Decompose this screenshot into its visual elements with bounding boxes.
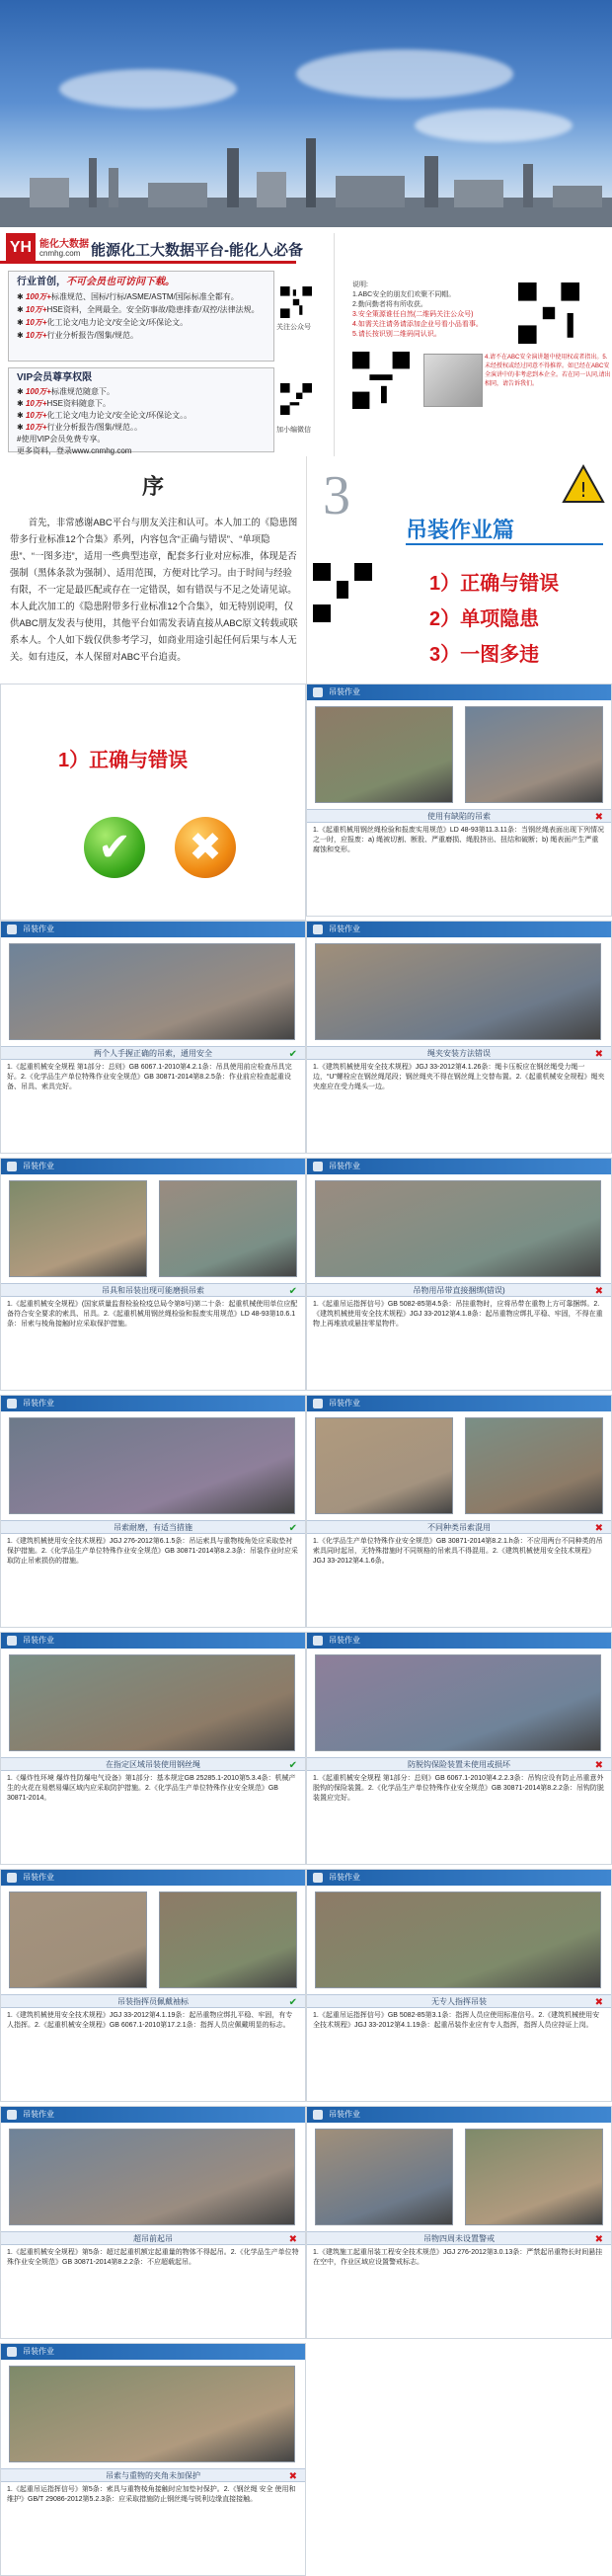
feature-text: 化工论文/电力论文/安全论文/环保论文。 — [46, 318, 189, 327]
slide-header-text: 吊装作业 — [23, 1399, 54, 1408]
site-photo — [9, 943, 295, 1040]
slide-header-text: 吊装作业 — [23, 925, 54, 933]
feature-count: 10万+ — [25, 331, 47, 340]
slide-caption — [1, 1520, 305, 1534]
hazard-slide — [0, 921, 306, 1154]
vip-text: 化工论文/电力论文/安全论文/环保论文。。 — [46, 411, 192, 420]
slide-header — [307, 2107, 611, 2123]
chapter-item[interactable]: 1）正确与错误 — [429, 573, 560, 595]
site-photo — [9, 1892, 147, 1988]
hazard-slide — [0, 2343, 306, 2576]
section-title-slide — [0, 684, 306, 921]
slide-header-text: 吊装作业 — [329, 1162, 360, 1170]
photo-area — [307, 1174, 611, 1283]
notice-text — [352, 281, 520, 340]
vip-text: 行业分析报告/图集/规范。。 — [46, 423, 142, 432]
site-photo — [315, 1417, 453, 1514]
slide-header-text: 吊装作业 — [329, 2110, 360, 2119]
slide-header — [307, 1633, 611, 1649]
caption-text: 吊索耐磨，有适当措施 — [114, 1523, 192, 1532]
slide-caption — [1, 1757, 305, 1771]
vip-line: ✱ 10万+行业分析报告/图集/规范。。 — [17, 423, 142, 432]
slide-header-text: 吊装作业 — [23, 1636, 54, 1645]
slide-header — [1, 1396, 305, 1411]
hero-banner — [0, 0, 612, 227]
vip-text: 标准规范随意下。 — [50, 387, 115, 396]
photo-area — [307, 1649, 611, 1757]
site-photo — [315, 2129, 453, 2225]
slide-caption — [1, 2468, 305, 2482]
slide-header-text: 吊装作业 — [329, 687, 360, 696]
caption-text: 防脱钩保险装置未使用或损坏 — [408, 1760, 510, 1769]
cross-mark-icon: ✖ — [594, 1760, 603, 1771]
notice-line: 2.勤问勤者将有所收获。 — [352, 301, 427, 308]
hazard-slide — [306, 1632, 612, 1865]
regulation-text: 1.《爆炸性环境 爆炸性防爆电气设备》第1部分：基本规定GB 25285.1-2010第5.3.4条：机械产生的火花在易燃易爆区域内应采取防护措施。2.《化学品生产单位特殊作业安全规范》GB 30871-2014。 — [7, 1775, 296, 1802]
vip-count: 100万+ — [25, 387, 51, 396]
preface-body: 首先，非常感谢ABC平台与朋友关注和认可。本人加工的《隐患图带多行业标准12个合集》系列，内容包含“正确与错误”、“单项隐患”、“一图多违”，适用一些典型违章，配套多行业对应标准，体现是否强制（黑体条款为强制）、适用范围，方便对比学习。由于时间与经验有限，不一定是最匹配或存在一定错误，如有错误与不足之处请见谅。本人此次加工的《隐患附带多行业标准12个合集》，如无特别说明，仅供ABC朋友发表与使用，其他平台如需发表请直接从ABC原文转载或联系本人。个人如下载仅供参考学习，如商业用途引起任何后果与本人无关。如有违反，本人保留对ABC平台追责。 — [10, 517, 298, 662]
qr-code[interactable] — [352, 352, 410, 409]
photo-area — [1, 1411, 305, 1520]
hazard-slide — [0, 1632, 306, 1865]
feature-line: ✱ 10万+行业分析报告/图集/规范。 — [17, 331, 138, 340]
hazard-slide — [306, 1869, 612, 2102]
features-heading — [17, 276, 266, 288]
feature-text: HSE资料，全网最全。安全防事故/隐患排查/双控/法律法规。 — [46, 305, 260, 314]
slide-caption — [307, 809, 611, 823]
notice-line: 4.如需关注请务请添加企业号看小品看事。 — [352, 321, 483, 328]
regulation-text: 1.《起重机械安全规程》(国家质量监督检验检疫总局令第8号)第二十条：起重机械使用单位应配备符合安全要求的索具、吊具。2.《起重机械用钢丝绳检验和报废实用规范》LD 48-93第10.6.1条：吊索与棱角接触时应采取保护措施。 — [7, 1301, 298, 1328]
wechat-label: 加小编微信 — [276, 427, 311, 434]
caption-text: 两个人手握正确的吊索，通用安全 — [94, 1049, 212, 1058]
header-badge-icon — [7, 1162, 17, 1171]
regulation-text: 1.《起重吊运指挥信号》GB 5082-85第3.1条：指挥人员应使用标准信号。2.《建筑机械使用安全技术规程》JGJ 33-2012第4.1.19条：起重吊装作业应有专人指挥，指挥人员应持证上岗。 — [313, 2012, 600, 2029]
hazard-slide — [306, 684, 612, 917]
qr-code[interactable] — [280, 286, 312, 318]
regulation-text: 1.《起重机械安全规程》第5条：超过起重机额定起重量的物体不得起吊。2.《化学品生产单位特殊作业安全规范》GB 30871-2014第8.2.2条：不应超载起吊。 — [7, 2249, 299, 2266]
site-photo — [315, 943, 601, 1040]
hazard-slide — [0, 2106, 306, 2339]
photo-area — [307, 937, 611, 1046]
slide-header-text: 吊装作业 — [329, 1399, 360, 1408]
caption-text: 吊装指挥员佩戴袖标 — [117, 1997, 189, 2006]
site-photo — [315, 706, 453, 803]
site-photo — [9, 1417, 295, 1514]
header-badge-icon — [313, 1636, 323, 1646]
slide-header — [307, 684, 611, 700]
caption-text: 绳夹安装方法错误 — [427, 1049, 491, 1058]
slide-header-text: 吊装作业 — [329, 1873, 360, 1882]
slide-header-text: 吊装作业 — [329, 925, 360, 933]
site-photo — [9, 2129, 295, 2225]
site-photo — [159, 1180, 297, 1277]
feature-count: 10万+ — [25, 305, 47, 314]
hazard-slide — [306, 2106, 612, 2339]
vip-count: 10万+ — [25, 399, 47, 408]
site-photo — [465, 706, 603, 803]
chapter-number: 3 — [323, 465, 350, 526]
slide-caption — [1, 1046, 305, 1060]
qr-code[interactable] — [280, 383, 312, 415]
header-badge-icon — [313, 2110, 323, 2120]
header-badge-icon — [313, 1399, 323, 1409]
brand-logo[interactable] — [6, 233, 89, 273]
cloud — [59, 69, 237, 109]
slide-caption — [307, 1994, 611, 2008]
vip-line: ✱ 100万+标准规范随意下。 — [17, 387, 115, 396]
logo-name: 能化大数据 — [39, 239, 89, 250]
check-mark-icon: ✔ — [84, 817, 145, 878]
vip-site-link[interactable]: 更多资料，登录www.cnmhg.com — [17, 446, 132, 455]
check-mark-icon: ✔ — [288, 1286, 297, 1297]
caption-text: 不同种类吊索混用 — [427, 1523, 491, 1532]
caption-text: 吊具和吊装出现可能磨损吊索 — [102, 1286, 204, 1295]
slide-header-text: 吊装作业 — [23, 1873, 54, 1882]
regulation-text: 1.《起重吊运指挥信号》GB 5082-85第4.5条：吊挂重物时，应将吊带在重物上方可靠捆绑。2.《建筑机械使用安全技术规程》JGJ 33-2012第4.1.8条：起吊重物应绑扎平稳、牢固，不得在重物上再堆放或悬挂零星物件。 — [313, 1301, 603, 1328]
header-badge-icon — [7, 1399, 17, 1409]
photo-area — [1, 2360, 305, 2468]
check-mark-icon: ✔ — [288, 1997, 297, 2008]
chapter-item[interactable]: 2）单项隐患 — [429, 608, 540, 630]
cloud — [415, 109, 573, 142]
vip-extra: #使用VIP会员免费专享。 — [17, 435, 106, 443]
vip-box — [8, 367, 274, 455]
photo-area — [1, 1174, 305, 1283]
vip-count: 10万+ — [25, 411, 47, 420]
regulation-text: 1.《起重机械用钢丝绳检验和报废实用规范》LD 48-93第11.3.11条：当钢丝绳表面出现下列情况之一时，应报废：a) 绳被切割、断股、严重磨损、绳股挤出、扭结和破断；b) 绳表面产生严重腐蚀和变形。 — [313, 827, 604, 853]
slide-caption — [307, 2231, 611, 2245]
slide-header — [307, 922, 611, 937]
header-badge-icon — [7, 1873, 17, 1883]
hazard-slide — [306, 1158, 612, 1391]
slide-header — [1, 2107, 305, 2123]
vip-line: ✱ 10万+化工论文/电力论文/安全论文/环保论文。。 — [17, 411, 192, 420]
feature-line: ✱ 100万+标准规范、国标/行标/ASME/ASTM/国际标准全都有。 — [17, 292, 239, 301]
site-photo — [315, 1892, 601, 1988]
notice-warning: 4.请不在ABC安全演讲题中使用权或者指出。5.未经授权或经过同意不得推荐。如已经在ABC安全演讲中的非考虑到本企全。若在同一认同,请出相同，请告诉我们。 — [485, 355, 611, 387]
feature-line: ✱ 10万+化工论文/电力论文/安全论文/环保论文。 — [17, 318, 189, 327]
divider — [0, 261, 296, 264]
slide-header — [307, 1870, 611, 1886]
cross-mark-icon: ✖ — [594, 1523, 603, 1534]
feature-line: ✱ 10万+HSE资料，全网最全。安全防事故/隐患排查/双控/法律法规。 — [17, 305, 260, 314]
slide-header — [1, 922, 305, 937]
cross-mark-icon: ✖ — [594, 2234, 603, 2245]
features-heading-b: 不可会员也可访问下载。 — [66, 277, 175, 287]
slide-caption — [307, 1046, 611, 1060]
photo-area — [1, 1886, 305, 1994]
regulation-text: 1.《起重机械安全规程 第1部分：总则》GB 6067.1-2010第4.2.1条：吊具使用前应检查吊具完好。2.《化学品生产单位特殊作业安全规范》GB 30871-2014第8.2.5条：作业前应检查起重设备、吊具、索具完好。 — [7, 1064, 292, 1090]
cross-mark-icon: ✖ — [594, 1049, 603, 1060]
caption-text: 超吊前起吊 — [133, 2234, 173, 2243]
hazard-slide — [0, 1158, 306, 1391]
header-badge-icon — [313, 687, 323, 697]
preface-slide — [0, 456, 306, 684]
feature-text: 标准规范、国标/行标/ASME/ASTM/国际标准全都有。 — [50, 292, 239, 301]
caption-text: 吊物四周未设置警戒 — [423, 2234, 495, 2243]
slide-header-text: 吊装作业 — [23, 2110, 54, 2119]
slide-caption — [1, 1994, 305, 2008]
check-mark-icon: ✔ — [288, 1760, 297, 1771]
cross-mark-icon: ✖ — [175, 817, 236, 878]
slide-header — [307, 1396, 611, 1411]
site-photo — [315, 1654, 601, 1751]
slide-header — [307, 1159, 611, 1174]
caption-text: 吊索与重物的夹角未加保护 — [106, 2471, 200, 2480]
photo-area — [1, 1649, 305, 1757]
refinery-skyline — [0, 138, 612, 227]
header-badge-icon — [7, 925, 17, 934]
feature-count: 100万+ — [25, 292, 51, 301]
cross-mark-icon: ✖ — [288, 2234, 297, 2245]
check-mark-icon: ✔ — [288, 1523, 297, 1534]
cross-mark-icon: ✖ — [594, 1286, 603, 1297]
slide-caption — [1, 2231, 305, 2245]
site-photo — [315, 1180, 601, 1277]
qr-code[interactable] — [518, 282, 579, 344]
regulation-text: 1.《建筑机械使用安全技术规程》JGJ 33-2012第4.1.26条：绳卡压板应在钢丝绳受力绳一边，“U”螺栓应在钢丝绳尾段；钢丝绳夹不得在钢丝绳上交替布置。2.《起重机械安全规程》绳夹夹座应在受力绳头一边。 — [313, 1064, 605, 1090]
caption-text: 在指定区域吊装使用钢丝绳 — [106, 1760, 200, 1769]
slide-header — [1, 1870, 305, 1886]
notice-label: 说明: — [352, 282, 368, 288]
header-badge-icon — [7, 2347, 17, 2357]
slide-header-text: 吊装作业 — [329, 1636, 360, 1645]
chapter-title: 吊装作业篇 — [406, 518, 515, 542]
cross-mark-icon: ✖ — [594, 1997, 603, 2008]
preface-title: 序 — [141, 474, 164, 500]
regulation-text: 1.《化学品生产单位特殊作业安全规范》GB 30871-2014第8.2.1.h条：不应用两台不同种类的吊索具同时起吊，无特殊措施时不同规格的吊索具不得混用。2.《建筑机械使用安全技术规程》JGJ 33-2012第4.1.6条。 — [313, 1538, 603, 1565]
hazard-slide — [306, 921, 612, 1154]
notice-panel — [334, 233, 612, 456]
slide-caption — [307, 1757, 611, 1771]
photo-area — [307, 1411, 611, 1520]
caption-text: 吊物用吊带直接捆绑(错误) — [413, 1286, 505, 1295]
section-title: 1）正确与错误 — [58, 750, 189, 771]
header-badge-icon — [7, 1636, 17, 1646]
photo-area — [307, 1886, 611, 1994]
feature-text: 行业分析报告/图集/规范。 — [46, 331, 138, 340]
follow-label: 关注公众号 — [276, 324, 311, 331]
regulation-text: 1.《建筑机械使用安全技术规程》JGJ 276-2012第6.1.5条：吊运索具与重物棱角处应采取垫衬保护措施。2.《化学品生产单位特殊作业安全规范》GB 30871-2014第8.2.3条：吊装作业时应采取防止吊索损伤的措施。 — [7, 1538, 298, 1565]
hazard-slide — [0, 1395, 306, 1628]
photo-area — [307, 700, 611, 809]
header-badge-icon — [7, 2110, 17, 2120]
notice-line: 1.ABC安全的朋友们欢聚不同帽。 — [352, 291, 456, 298]
caption-text: 使用有缺陷的吊索 — [427, 812, 491, 821]
vip-heading: VIP会员尊享权限 — [17, 372, 93, 383]
check-mark-icon: ✔ — [288, 1049, 297, 1060]
header-badge-icon — [313, 1873, 323, 1883]
site-photo — [9, 2366, 295, 2462]
photo-area — [1, 2123, 305, 2231]
vip-text: HSE资料随意下。 — [46, 399, 111, 408]
slide-caption — [307, 1283, 611, 1297]
chapter-slide — [306, 456, 612, 684]
header-badge-icon — [313, 1162, 323, 1171]
regulation-text: 1.《建筑施工起重吊装工程安全技术规范》JGJ 276-2012第3.0.13条：严禁起吊重物长时间悬挂在空中，作业区域应设置警戒标志。 — [313, 2249, 603, 2266]
warning-sign-icon — [562, 464, 605, 504]
slide-caption — [307, 1520, 611, 1534]
caption-text: 无专人指挥吊装 — [431, 1997, 487, 2006]
site-photo — [159, 1892, 297, 1988]
photo-area — [1, 937, 305, 1046]
site-photo — [465, 2129, 603, 2225]
site-photo — [9, 1180, 147, 1277]
sample-thumbnail — [423, 354, 483, 407]
site-photo — [465, 1417, 603, 1514]
slide-caption — [1, 1283, 305, 1297]
feature-count: 10万+ — [25, 318, 47, 327]
site-photo — [9, 1654, 295, 1751]
slide-header — [1, 1633, 305, 1649]
slide-header — [1, 2344, 305, 2360]
regulation-text: 1.《起重吊运指挥信号》第5条：索具与重物棱角接触时应加垫衬保护。2.《钢丝绳 安全 使用和维护》GB/T 29086-2012第5.2.3条：应采取措施防止钢丝绳与锐利边缘直接接触。 — [7, 2486, 296, 2503]
svg-text:!: ! — [578, 478, 588, 502]
hazard-slide — [306, 1395, 612, 1628]
header-badge-icon — [313, 925, 323, 934]
vip-count: 10万+ — [25, 423, 47, 432]
qr-code[interactable] — [313, 563, 372, 622]
notice-line: 5.请长按识别二维码同认识。 — [352, 331, 441, 338]
vip-line: ✱ 10万+HSE资料随意下。 — [17, 399, 111, 408]
cross-mark-icon: ✖ — [594, 812, 603, 823]
photo-area — [307, 2123, 611, 2231]
hazard-slide — [0, 1869, 306, 2102]
regulation-text: 1.《起重机械安全规程 第1部分：总则》GB 6067.1-2010第4.2.2.3条：吊钩应设有防止吊重意外脱钩的保险装置。2.《化学品生产单位特殊作业安全规范》GB 30871-2014第8.2.2条：吊钩防脱装置应完好。 — [313, 1775, 604, 1802]
regulation-text: 1.《建筑机械使用安全技术规程》JGJ 33-2012第4.1.19条：起吊重物应绑扎平稳、牢固，有专人指挥。2.《起重机械安全规程》GB 6067.1-2010第17.2.1条：指挥人员应佩戴明显的标志。 — [7, 2012, 293, 2029]
slide-header-text: 吊装作业 — [23, 1162, 54, 1170]
chapter-underline — [406, 543, 603, 545]
features-heading-a: 行业首创， — [17, 277, 66, 287]
chapter-item[interactable]: 3）一图多违 — [429, 644, 540, 666]
slide-header — [1, 1159, 305, 1174]
features-box — [8, 271, 274, 362]
logo-mark: YH — [6, 233, 36, 263]
promo-title: 能源化工大数据平台-能化人必备 — [91, 242, 303, 259]
cloud — [296, 49, 513, 99]
logo-url: cnmhg.com — [39, 249, 81, 258]
slide-header-text: 吊装作业 — [23, 2347, 54, 2356]
notice-line: 3.安全策源谁任自然(二维码关注公众号) — [352, 311, 474, 318]
cross-mark-icon: ✖ — [288, 2471, 297, 2482]
